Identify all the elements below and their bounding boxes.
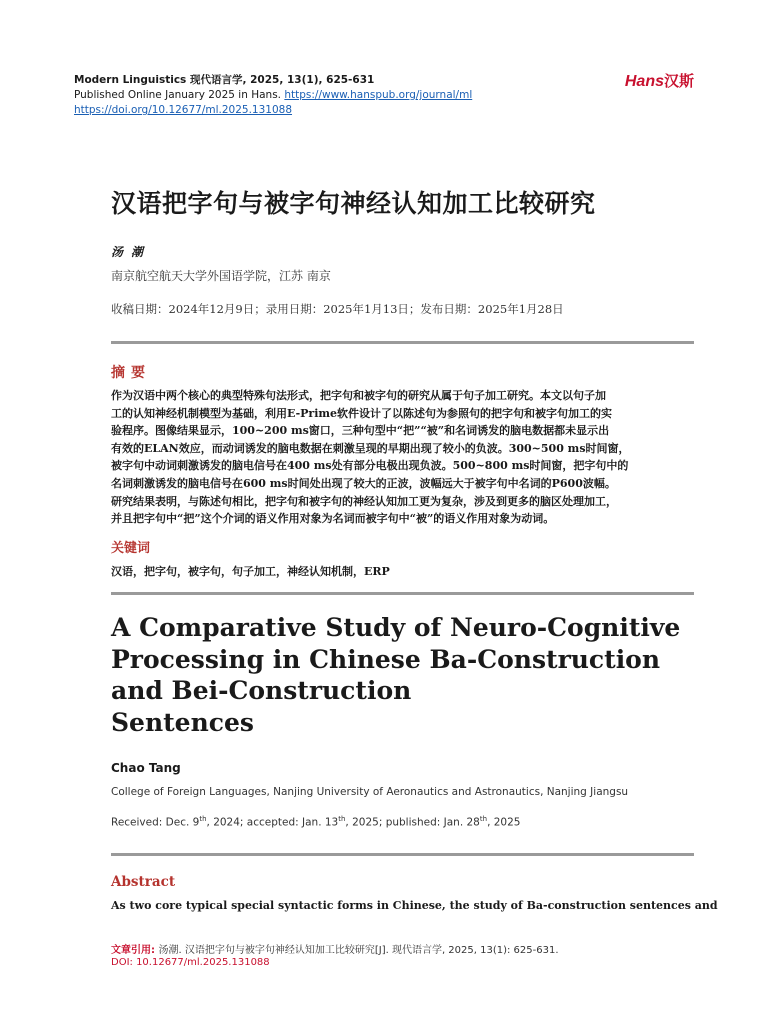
keywords-cn: 汉语，把字句，被字句，句子加工，神经认知机制，ERP (111, 565, 390, 578)
divider-bottom (111, 853, 694, 856)
title-en-line: and Bei-Construction (111, 676, 412, 705)
published-date: , 2025; published: Jan. 28 (345, 816, 480, 829)
logo-cn: 汉斯 (663, 73, 694, 90)
abstract-heading-en: Abstract (111, 874, 176, 890)
doi-link[interactable]: https://doi.org/10.12677/ml.2025.131088 (74, 104, 293, 116)
received-date: Received: Dec. 9 (111, 816, 200, 829)
title-en-line: A Comparative Study of Neuro-Cognitive (111, 613, 681, 642)
citation-text: 汤潮. 汉语把字句与被字句神经认知加工比较研究[J]. 现代语言学, 2025, 13(1): 625-631. (158, 945, 559, 956)
footer-doi: DOI: 10.12677/ml.2025.131088 (111, 957, 270, 968)
received-sup: th (199, 815, 207, 823)
abstract-cn (111, 387, 696, 528)
author-en: Chao Tang (111, 761, 181, 775)
dates-cn: 收稿日期：2024年12月9日；录用日期：2025年1月13日；发布日期：2025年1月28日 (111, 302, 564, 316)
abstract-heading-cn: 摘要 (111, 365, 151, 381)
title-cn: 汉语把字句与被字句神经认知加工比较研究 (111, 189, 596, 218)
title-en (111, 612, 711, 738)
abstract-en-first-line: As two core typical special syntactic forms in Chinese, the study of Ba-construction sentences and (111, 899, 718, 912)
accepted-date: , 2024; accepted: Jan. 13 (206, 816, 339, 829)
title-en-line: Processing in Chinese Ba-Construction (111, 644, 661, 674)
divider-middle (111, 592, 694, 595)
citation-label: 文章引用: (111, 945, 159, 956)
published-sup: th (479, 815, 488, 823)
journal-line: Modern Linguistics 现代语言学, 2025, 13(1), 625-631 (74, 74, 375, 86)
affiliation-en: College of Foreign Languages, Nanjing University of Aeronautics and Astronautics, Nanjing Jiangsu (111, 786, 629, 798)
divider-top (111, 341, 694, 344)
citation (111, 941, 559, 956)
abstract-cn-line: 名词刺激诱发的脑电信号在600 ms时间处出现了较大的正波，波幅远大于被字句中名词的P600波幅。 (111, 476, 616, 490)
abstract-cn-line: 工的认知神经机制模型为基础，利用E-Prime软件设计了以陈述句为参照句的把字句和被字句加工的实 (111, 406, 613, 420)
hans-logo (625, 70, 694, 91)
abstract-cn-line: 有效的ELAN效应，而动词诱发的脑电数据在刺激呈现的早期出现了较小的负波。300~500 ms时间窗， (111, 441, 630, 455)
abstract-cn-line: 研究结果表明，与陈述句相比，把字句和被字句的神经认知加工更为复杂，涉及到更多的脑区处理加工， (111, 494, 617, 508)
abstract-cn-line: 并且把字句中“把”这个介词的语义作用对象为名词而被字句中“被”的语义作用对象为动词。 (111, 512, 555, 526)
published-line: Published Online January 2025 in Hans. (74, 89, 285, 101)
journal-header (74, 73, 472, 118)
dates-en (111, 815, 520, 829)
abstract-cn-line: 作为汉语中两个核心的典型特殊句法形式，把字句和被字句的研究从属于句子加工研究。本文以句子加 (111, 389, 606, 402)
abstract-cn-line: 验程序。图像结果显示，100~200 ms窗口，三种句型中“把”“被”和名词诱发的脑电数据都未显示出 (111, 424, 610, 438)
keywords-heading-cn: 关键词 (111, 541, 151, 556)
year-end: , 2025 (487, 816, 521, 829)
logo-text: Hans (624, 73, 664, 90)
affiliation-cn: 南京航空航天大学外国语学院，江苏 南京 (111, 269, 331, 283)
author-cn: 汤潮 (111, 245, 152, 259)
accepted-sup: th (338, 815, 346, 823)
title-en-line: Sentences (111, 707, 254, 737)
abstract-cn-line: 被字句中动词刺激诱发的脑电信号在400 ms处有部分电极出现负波。500~800 ms时间窗，把字句中的 (111, 459, 629, 473)
journal-url-link[interactable]: https://www.hanspub.org/journal/ml (284, 89, 473, 101)
